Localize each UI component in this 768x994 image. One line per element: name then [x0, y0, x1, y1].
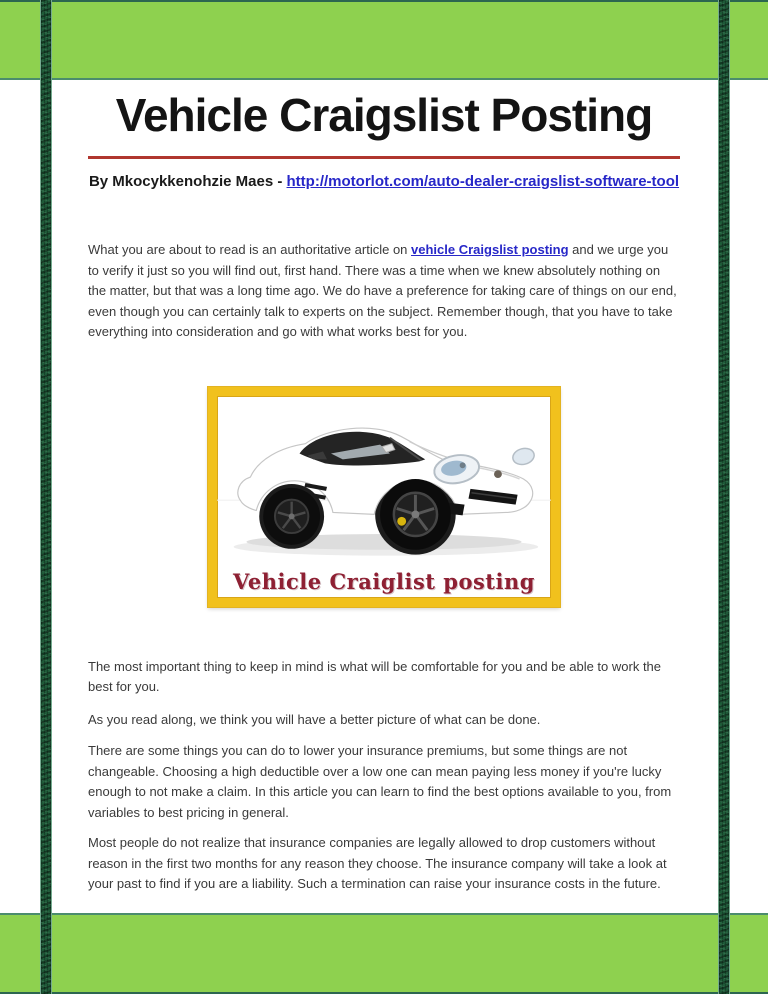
intro-paragraph — [88, 240, 680, 343]
car-figure-frame — [208, 387, 560, 607]
figure-caption: Vehicle Craiglist posting — [233, 568, 535, 594]
page-title: Vehicle Craigslist Posting — [115, 89, 653, 141]
intro-inline-link[interactable]: vehicle Craigslist posting — [411, 242, 569, 257]
paragraph: Most people do not realize that insurance companies are legally allowed to drop customers without reason in the first two months for any reason they choose. The insurance company will take a look at your past to find if you are a liability. Such a termination can raise your insurance costs in the future. — [88, 835, 667, 891]
byline-url-link[interactable]: http://motorlot.com/auto-dealer-craigslist-software-tool — [286, 173, 680, 190]
car-illustration — [217, 396, 551, 566]
intro-text-after: and we urge you to verify it just so you will find out, first hand. There was a time when we knew absolutely nothing on the matter, but that was a long time ago. We do have a preference for taking care of things on our end, even though you can certainly talk to experts on the subject. Remember though, that you have to take everything into consideration and go with what works best for you. — [88, 242, 677, 339]
paragraph: As you read along, we think you will have a better picture of what can be done. — [88, 711, 541, 727]
bottom-green-band — [0, 913, 768, 994]
left-border-stripe — [40, 0, 52, 994]
right-border-stripe — [718, 0, 730, 994]
title-divider-line — [88, 156, 680, 159]
document-content — [88, 80, 680, 895]
paragraph: The most important thing to keep in mind is what will be comfortable for you and be able to work the best for you. — [88, 658, 662, 694]
byline-author: By Mkocykkenohzie Maes - — [88, 173, 287, 190]
byline — [88, 172, 680, 192]
paragraph: There are some things you can do to lower your insurance premiums, but some things are not changeable. Choosing a high deductible over a low one can mean paying less money if you're lucky enough to not make a claim. In this article you can learn to find the best options available to you, from variables to best pricing in general. — [88, 743, 672, 820]
intro-text-before: What you are about to read is an authoritative article on — [88, 242, 412, 257]
top-green-band — [0, 0, 768, 80]
